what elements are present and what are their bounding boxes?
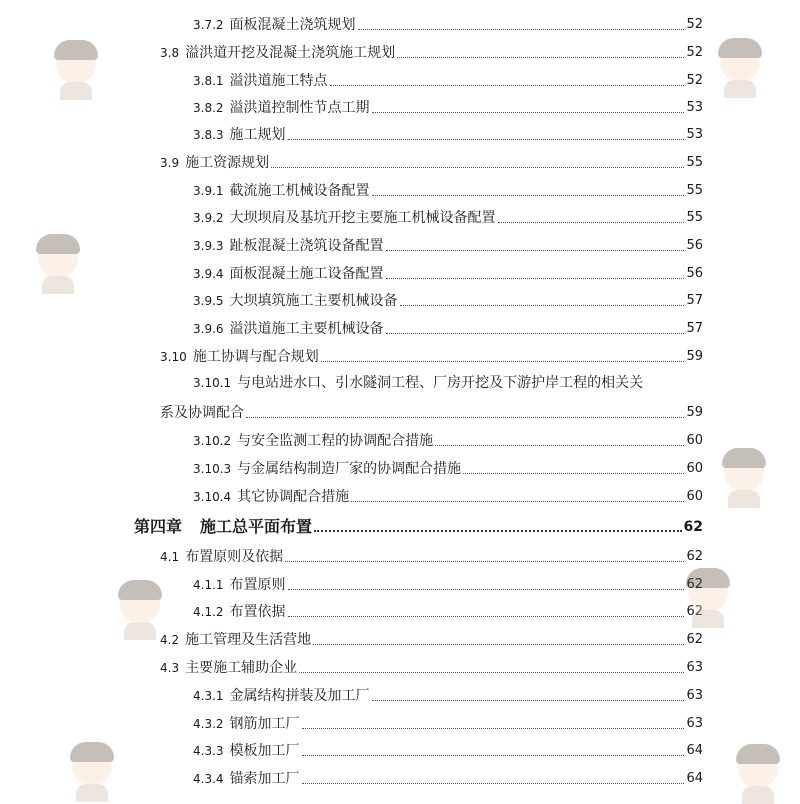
toc-entry-number: 4.1.2 bbox=[193, 605, 224, 619]
toc-entry-number: 3.9 bbox=[160, 156, 180, 170]
dot-leader bbox=[299, 671, 684, 673]
toc-entry bbox=[160, 346, 703, 366]
toc-entry-page: 55 bbox=[686, 183, 703, 198]
toc-entry-title: 布置原则 bbox=[229, 577, 286, 593]
toc-entry-number: 3.10 bbox=[160, 350, 187, 364]
toc-entry-number: 4.3 bbox=[160, 661, 180, 675]
toc-entry-number: 4.3.1 bbox=[193, 689, 224, 703]
toc-entry bbox=[193, 97, 703, 117]
toc-entry bbox=[193, 768, 703, 788]
toc-entry-title: 大坝坝肩及基坑开挖主要施工机械设备配置 bbox=[229, 210, 496, 226]
toc-entry bbox=[193, 740, 703, 760]
toc-entry-title: 锚索加工厂 bbox=[229, 771, 300, 787]
toc-entry-number: 3.9.1 bbox=[193, 184, 224, 198]
toc-entry-page: 63 bbox=[686, 660, 703, 675]
toc-entry-page: 52 bbox=[686, 73, 703, 88]
toc-entry bbox=[193, 601, 703, 621]
toc-entry-number: 3.10.2 bbox=[193, 434, 232, 448]
toc-entry-number: 4.2 bbox=[160, 633, 180, 647]
toc-entry-title: 与电站进水口、引水隧洞工程、厂房开挖及下游护岸工程的相关关 bbox=[237, 375, 644, 391]
toc-entry-page: 60 bbox=[686, 461, 703, 476]
toc-entry-title: 钢筋加工厂 bbox=[229, 716, 300, 732]
toc-entry-page: 57 bbox=[686, 321, 703, 336]
toc-entry-number: 3.9.3 bbox=[193, 239, 224, 253]
dot-leader bbox=[397, 56, 684, 58]
dot-leader bbox=[386, 249, 685, 251]
toc-entry-title: 溢洪道施工特点 bbox=[229, 73, 328, 89]
toc-entry-wrapped-continuation bbox=[160, 402, 703, 422]
toc-entry-page: 53 bbox=[686, 100, 703, 115]
toc-entry-title: 面板混凝土施工设备配置 bbox=[229, 266, 384, 282]
toc-entry-page: 55 bbox=[686, 155, 703, 170]
dot-leader bbox=[288, 588, 685, 590]
toc-entry bbox=[193, 207, 703, 227]
toc-entry-page: 57 bbox=[686, 293, 703, 308]
toc-entry-title: 溢洪道开挖及混凝土浇筑施工规划 bbox=[185, 45, 396, 61]
dot-leader bbox=[358, 28, 685, 30]
toc-entry-page: 56 bbox=[686, 238, 703, 253]
toc-entry bbox=[193, 263, 703, 283]
toc-entry-page: 60 bbox=[686, 433, 703, 448]
toc-entry-page: 62 bbox=[686, 577, 703, 592]
toc-entry-number: 4.1.1 bbox=[193, 578, 224, 592]
toc-entry bbox=[193, 458, 703, 478]
dot-leader bbox=[386, 332, 685, 334]
toc-entry bbox=[193, 430, 703, 450]
toc-entry-title: 其它协调配合措施 bbox=[237, 489, 350, 505]
toc-entry-title: 施工资源规划 bbox=[185, 155, 270, 171]
dot-leader bbox=[463, 472, 684, 474]
toc-entry-page: 62 bbox=[686, 604, 703, 619]
toc-entry bbox=[193, 180, 703, 200]
dot-leader bbox=[321, 360, 685, 362]
toc-entry-number: 3.7.2 bbox=[193, 18, 224, 32]
toc-entry-page: 63 bbox=[686, 688, 703, 703]
toc-entry bbox=[160, 42, 703, 62]
dot-leader bbox=[372, 111, 685, 113]
toc-entry-title: 溢洪道施工主要机械设备 bbox=[229, 321, 384, 337]
toc-entry bbox=[193, 685, 703, 705]
toc-entry-number: 3.8.3 bbox=[193, 128, 224, 142]
toc-entry bbox=[193, 486, 703, 506]
toc-entry-number: 4.3.3 bbox=[193, 744, 224, 758]
dot-leader bbox=[386, 277, 685, 279]
toc-entry-number: 4.3.2 bbox=[193, 717, 224, 731]
toc-entry bbox=[193, 235, 703, 255]
toc-entry-page: 62 bbox=[686, 549, 703, 564]
toc-entry-title: 施工管理及生活营地 bbox=[185, 632, 312, 648]
dot-leader bbox=[288, 138, 685, 140]
toc-entry-title: 施工规划 bbox=[229, 127, 286, 143]
toc-entry-page: 60 bbox=[686, 489, 703, 504]
toc-entry-number: 3.9.5 bbox=[193, 294, 224, 308]
toc-entry bbox=[160, 546, 703, 566]
toc-entry bbox=[193, 318, 703, 338]
toc-entry-title: 施工协调与配合规划 bbox=[192, 349, 319, 365]
toc-entry bbox=[160, 657, 703, 677]
dot-leader bbox=[288, 615, 685, 617]
toc-entry-number: 4.3.4 bbox=[193, 772, 224, 786]
toc-entry-page: 56 bbox=[686, 266, 703, 281]
dot-leader bbox=[302, 754, 685, 756]
toc-entry-number: 3.8 bbox=[160, 46, 180, 60]
toc-entry-page: 52 bbox=[686, 45, 703, 60]
dot-leader bbox=[435, 444, 684, 446]
toc-entry-number: 3.8.2 bbox=[193, 101, 224, 115]
toc-entry-page: 63 bbox=[686, 716, 703, 731]
toc-entry-page: 59 bbox=[686, 405, 703, 420]
toc-entry bbox=[193, 713, 703, 733]
toc-entry-title: 截流施工机械设备配置 bbox=[229, 183, 370, 199]
dot-leader bbox=[302, 727, 685, 729]
dot-leader bbox=[313, 643, 684, 645]
toc-entry bbox=[160, 629, 703, 649]
dot-leader bbox=[351, 500, 684, 502]
toc-chapter-title: 施工总平面布置 bbox=[200, 517, 313, 536]
toc-entry-title: 主要施工辅助企业 bbox=[185, 660, 298, 676]
toc-entry-title: 趾板混凝土浇筑设备配置 bbox=[229, 238, 384, 254]
dot-leader bbox=[314, 529, 681, 532]
toc-entry-title: 与金属结构制造厂家的协调配合措施 bbox=[237, 461, 462, 477]
toc-entry-number: 3.10.4 bbox=[193, 490, 232, 504]
toc-entry-title-continuation: 系及协调配合 bbox=[160, 405, 244, 421]
toc-entry-page: 59 bbox=[686, 349, 703, 364]
toc-entry-title: 布置原则及依据 bbox=[185, 549, 284, 565]
toc-entry-number: 3.10.3 bbox=[193, 462, 232, 476]
toc-chapter-number: 第四章 bbox=[134, 517, 183, 536]
toc-entry-page: 52 bbox=[686, 17, 703, 32]
toc-entry-number: 3.10.1 bbox=[193, 376, 232, 390]
toc-entry-title: 布置依据 bbox=[229, 604, 286, 620]
toc-entry-number: 4.1 bbox=[160, 550, 180, 564]
toc-entry-wrapped-first-line bbox=[193, 374, 643, 392]
toc-entry-number: 3.9.4 bbox=[193, 267, 224, 281]
toc-entry-title: 面板混凝土浇筑规划 bbox=[229, 17, 356, 33]
toc-entry bbox=[193, 290, 703, 310]
dot-leader bbox=[285, 560, 684, 562]
dot-leader bbox=[330, 84, 685, 86]
toc-entry bbox=[160, 152, 703, 172]
dot-leader bbox=[302, 782, 685, 784]
dot-leader bbox=[372, 699, 685, 701]
toc-entry-page: 53 bbox=[686, 127, 703, 142]
toc-entry bbox=[193, 574, 703, 594]
toc-chapter-page: 62 bbox=[683, 519, 703, 535]
toc-entry-page: 55 bbox=[686, 210, 703, 225]
toc-entry-title: 与安全监测工程的协调配合措施 bbox=[237, 433, 434, 449]
dot-leader bbox=[246, 416, 684, 418]
toc-entry-title: 金属结构拼装及加工厂 bbox=[229, 688, 370, 704]
toc-entry-number: 3.9.2 bbox=[193, 211, 224, 225]
toc-entry bbox=[193, 70, 703, 90]
toc-entry-number: 3.9.6 bbox=[193, 322, 224, 336]
dot-leader bbox=[372, 194, 685, 196]
toc-entry-title: 溢洪道控制性节点工期 bbox=[229, 100, 370, 116]
toc-entry bbox=[193, 124, 703, 144]
toc-chapter-entry bbox=[134, 514, 703, 536]
dot-leader bbox=[400, 304, 685, 306]
dot-leader bbox=[271, 166, 684, 168]
toc-entry bbox=[193, 14, 703, 34]
dot-leader bbox=[498, 221, 685, 223]
toc-entry-page: 64 bbox=[686, 743, 703, 758]
toc-entry-number: 3.8.1 bbox=[193, 74, 224, 88]
toc-entry-title: 大坝填筑施工主要机械设备 bbox=[229, 293, 398, 309]
toc-entry-title: 模板加工厂 bbox=[229, 743, 300, 759]
toc-entry-page: 64 bbox=[686, 771, 703, 786]
toc-entry-page: 62 bbox=[686, 632, 703, 647]
